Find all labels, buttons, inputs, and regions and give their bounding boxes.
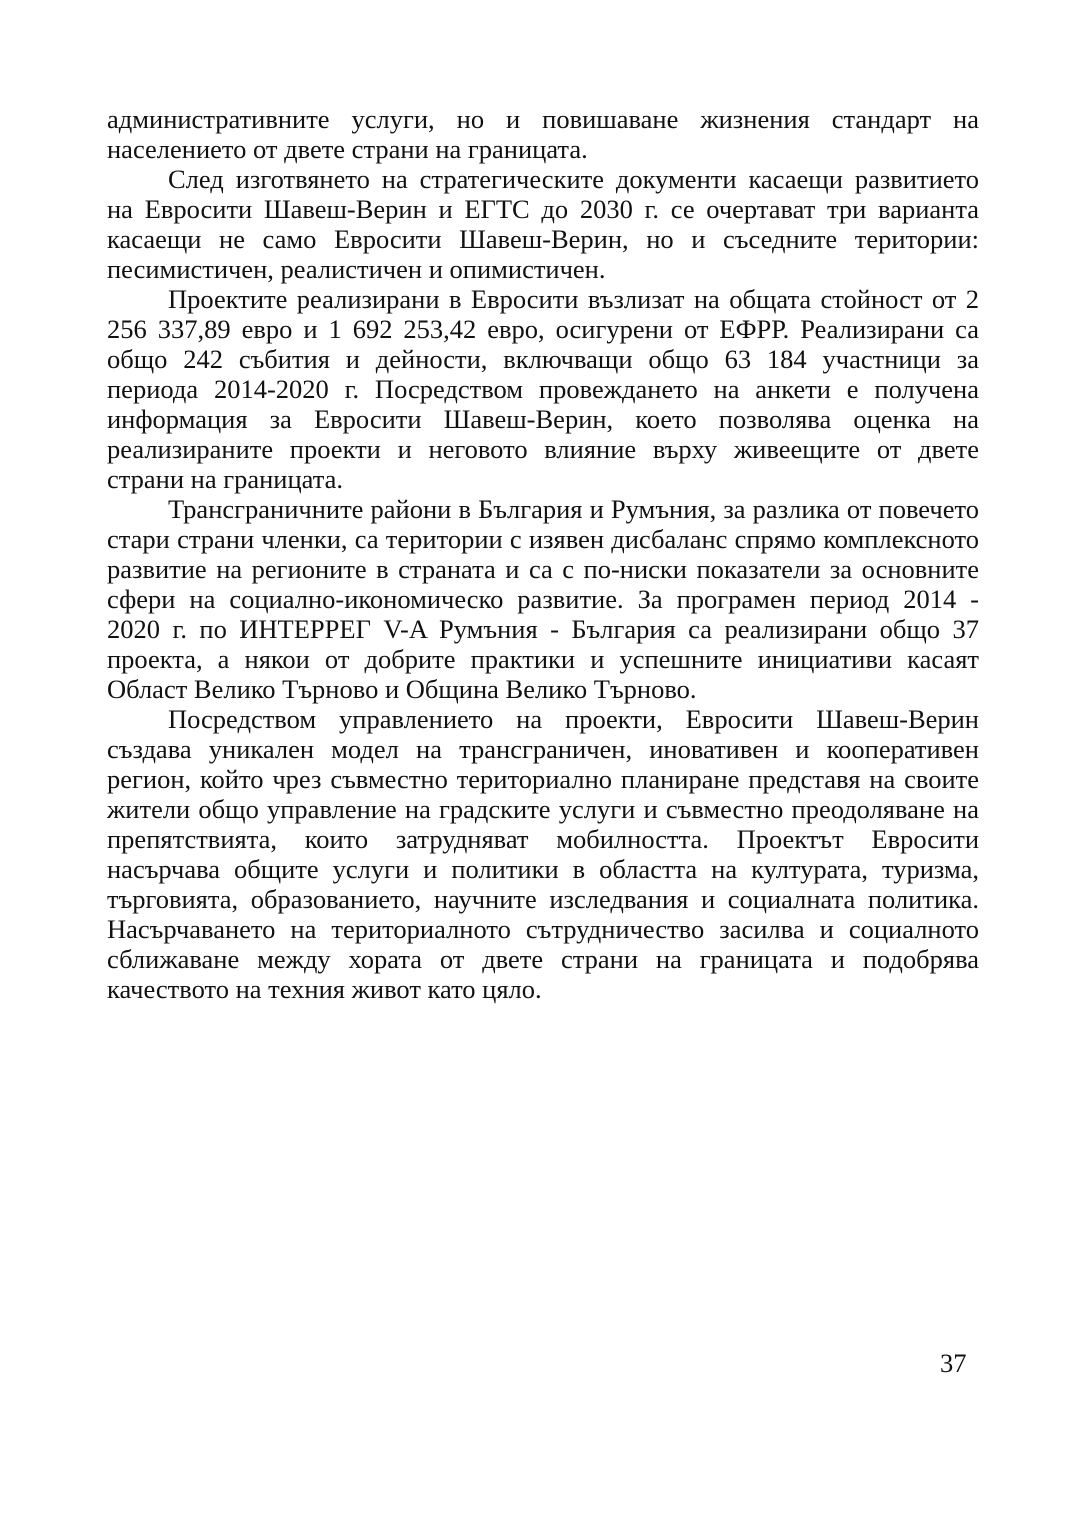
paragraph-projects-value: Проектите реализирани в Евросити възлизат на общата стойност от 2 256 337,89 евро и 1 692 253,42 евро, осигурени от ЕФРР. Реализирани са общо 242 събития и дейности, включващи общо 63 184 участници за периода 2014-2020 г. Посредством провеждането на анкети е получена информация за Евросити Шавеш-Верин, което позволява оценка на реализираните проекти и неговото влияние върху живеещите от двете страни на границата. (107, 284, 979, 494)
paragraph-strategic-documents: След изготвянето на стратегическите документи касаещи развитието на Евросити Шавеш-Верин и ЕГТС до 2030 г. се очертават три варианта касаещи не само Евросити Шавеш-Верин, но и съседните територии: песимистичен, реалистичен и опимистичен. (107, 164, 979, 284)
paragraph-cross-border-regions: Трансграничните райони в България и Румъния, за разлика от повечето стари страни членки, са територии с изявен дисбаланс спрямо комплексното развитие на регионите в страната и са с по-ниски показатели за основните сфери на социално-икономическо развитие. За програмен период 2014 - 2020 г. по ИНТЕРРЕГ V-A Румъния - България са реализирани общо 37 проекта, а някои от добрите практики и успешните инициативи касаят Област Велико Търново и Община Велико Търново. (107, 494, 979, 704)
body-text (107, 104, 979, 1004)
paragraph-continuation: административните услуги, но и повишаване жизнения стандарт на населението от двете страни на границата. (107, 104, 979, 164)
page-number: 37 (940, 1348, 967, 1378)
paragraph-project-management: Посредством управлението на проекти, Евросити Шавеш-Верин създава уникален модел на трансграничен, иновативен и кооперативен регион, който чрез съвместно териториално планиране представя на своите жители общо управление на градските услуги и съвместно преодоляване на препятствията, които затрудняват мобилността. Проектът Евросити насърчава общите услуги и политики в областта на културата, туризма, търговията, образованието, научните изследвания и социалната политика. Насърчаването на териториалното сътрудничество засилва и социалното сближаване между хората от двете страни на границата и подобрява качеството на техния живот като цяло. (107, 704, 979, 1004)
